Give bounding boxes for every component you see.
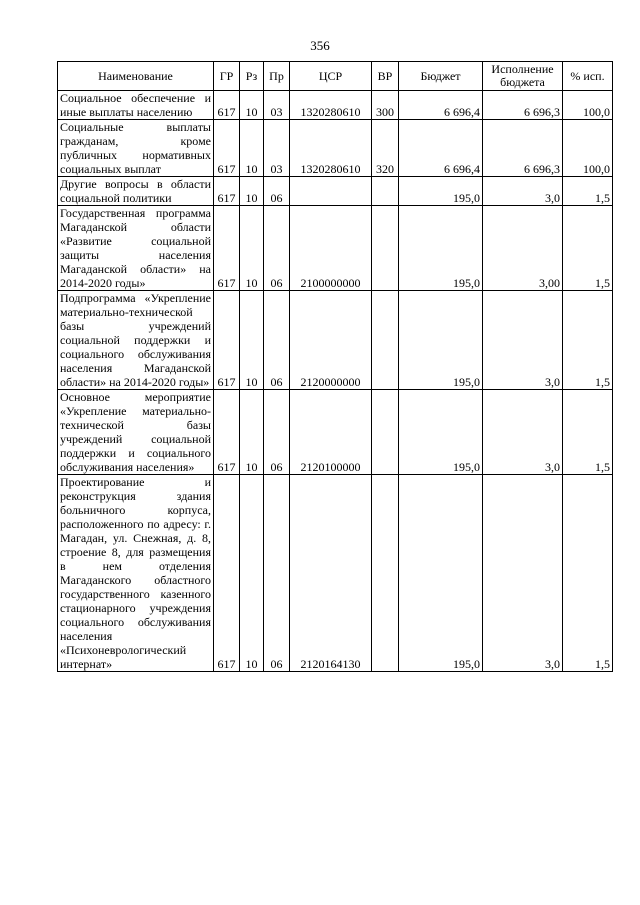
row-budget: 195,0 [399, 475, 483, 672]
row-csr: 1320280610 [290, 91, 372, 120]
row-pr: 03 [264, 120, 290, 177]
row-percent: 1,5 [563, 206, 613, 291]
row-gr: 617 [214, 206, 240, 291]
row-execution: 6 696,3 [483, 120, 563, 177]
row-name: Социальное обеспечение и иные выплаты населению [58, 91, 214, 120]
row-name: Другие вопросы в области социальной политики [58, 177, 214, 206]
row-rz: 10 [240, 91, 264, 120]
header-execution: Исполнение бюджета [483, 62, 563, 91]
row-csr: 2120164130 [290, 475, 372, 672]
row-csr: 2120100000 [290, 390, 372, 475]
row-vr [372, 177, 399, 206]
row-budget: 6 696,4 [399, 120, 483, 177]
row-name: Социальные выплаты гражданам, кроме публичных нормативных социальных выплат [58, 120, 214, 177]
row-name: Государственная программа Магаданской области «Развитие социальной защиты населения Магаданской области» на 2014-2020 годы» [58, 206, 214, 291]
header-csr: ЦСР [290, 62, 372, 91]
row-budget: 6 696,4 [399, 91, 483, 120]
row-csr [290, 177, 372, 206]
row-gr: 617 [214, 177, 240, 206]
row-pr: 03 [264, 91, 290, 120]
row-percent: 1,5 [563, 291, 613, 390]
row-execution: 3,00 [483, 206, 563, 291]
row-vr [372, 390, 399, 475]
row-execution: 3,0 [483, 390, 563, 475]
row-csr: 1320280610 [290, 120, 372, 177]
row-vr: 300 [372, 91, 399, 120]
row-rz: 10 [240, 120, 264, 177]
row-budget: 195,0 [399, 291, 483, 390]
header-pr: Пр [264, 62, 290, 91]
row-execution: 3,0 [483, 475, 563, 672]
row-percent: 100,0 [563, 120, 613, 177]
row-rz: 10 [240, 475, 264, 672]
row-budget: 195,0 [399, 177, 483, 206]
row-gr: 617 [214, 291, 240, 390]
row-percent: 1,5 [563, 390, 613, 475]
table-row [58, 291, 613, 390]
row-rz: 10 [240, 291, 264, 390]
table-row [58, 91, 613, 120]
row-vr [372, 291, 399, 390]
row-pr: 06 [264, 475, 290, 672]
row-name: Подпрограмма «Укрепление материально-технической базы учреждений социальной поддержки и социального обслуживания населения Магаданской области» на 2014-2020 годы» [58, 291, 214, 390]
row-rz: 10 [240, 206, 264, 291]
table-row [58, 177, 613, 206]
table-row [58, 206, 613, 291]
header-budget: Бюджет [399, 62, 483, 91]
row-name: Основное мероприятие «Укрепление материально-технической базы учреждений социальной поддержки и социального обслуживания населения» [58, 390, 214, 475]
row-rz: 10 [240, 177, 264, 206]
row-percent: 1,5 [563, 475, 613, 672]
row-vr [372, 475, 399, 672]
row-budget: 195,0 [399, 206, 483, 291]
table-row [58, 475, 613, 672]
row-rz: 10 [240, 390, 264, 475]
row-name: Проектирование и реконструкция здания больничного корпуса, расположенного по адресу: г. Магадан, ул. Снежная, д. 8, строение 8, для размещения в нем отделения Магаданского областного государственного казенного стационарного учреждения социального обслуживания населения «Психоневрологический интернат» [58, 475, 214, 672]
row-vr [372, 206, 399, 291]
row-gr: 617 [214, 91, 240, 120]
page-number: 356 [310, 38, 330, 53]
row-percent: 1,5 [563, 177, 613, 206]
table-row [58, 120, 613, 177]
header-rz: Рз [240, 62, 264, 91]
header-vr: ВР [372, 62, 399, 91]
row-gr: 617 [214, 475, 240, 672]
row-gr: 617 [214, 120, 240, 177]
row-gr: 617 [214, 390, 240, 475]
row-csr: 2120000000 [290, 291, 372, 390]
header-gr: ГР [214, 62, 240, 91]
row-pr: 06 [264, 291, 290, 390]
row-pr: 06 [264, 390, 290, 475]
budget-table [57, 61, 613, 672]
header-percent: % исп. [563, 62, 613, 91]
header-row [58, 62, 613, 91]
header-name: Наименование [58, 62, 214, 91]
row-execution: 3,0 [483, 177, 563, 206]
row-pr: 06 [264, 177, 290, 206]
row-pr: 06 [264, 206, 290, 291]
row-vr: 320 [372, 120, 399, 177]
row-percent: 100,0 [563, 91, 613, 120]
table-row [58, 390, 613, 475]
row-execution: 6 696,3 [483, 91, 563, 120]
row-csr: 2100000000 [290, 206, 372, 291]
row-execution: 3,0 [483, 291, 563, 390]
row-budget: 195,0 [399, 390, 483, 475]
